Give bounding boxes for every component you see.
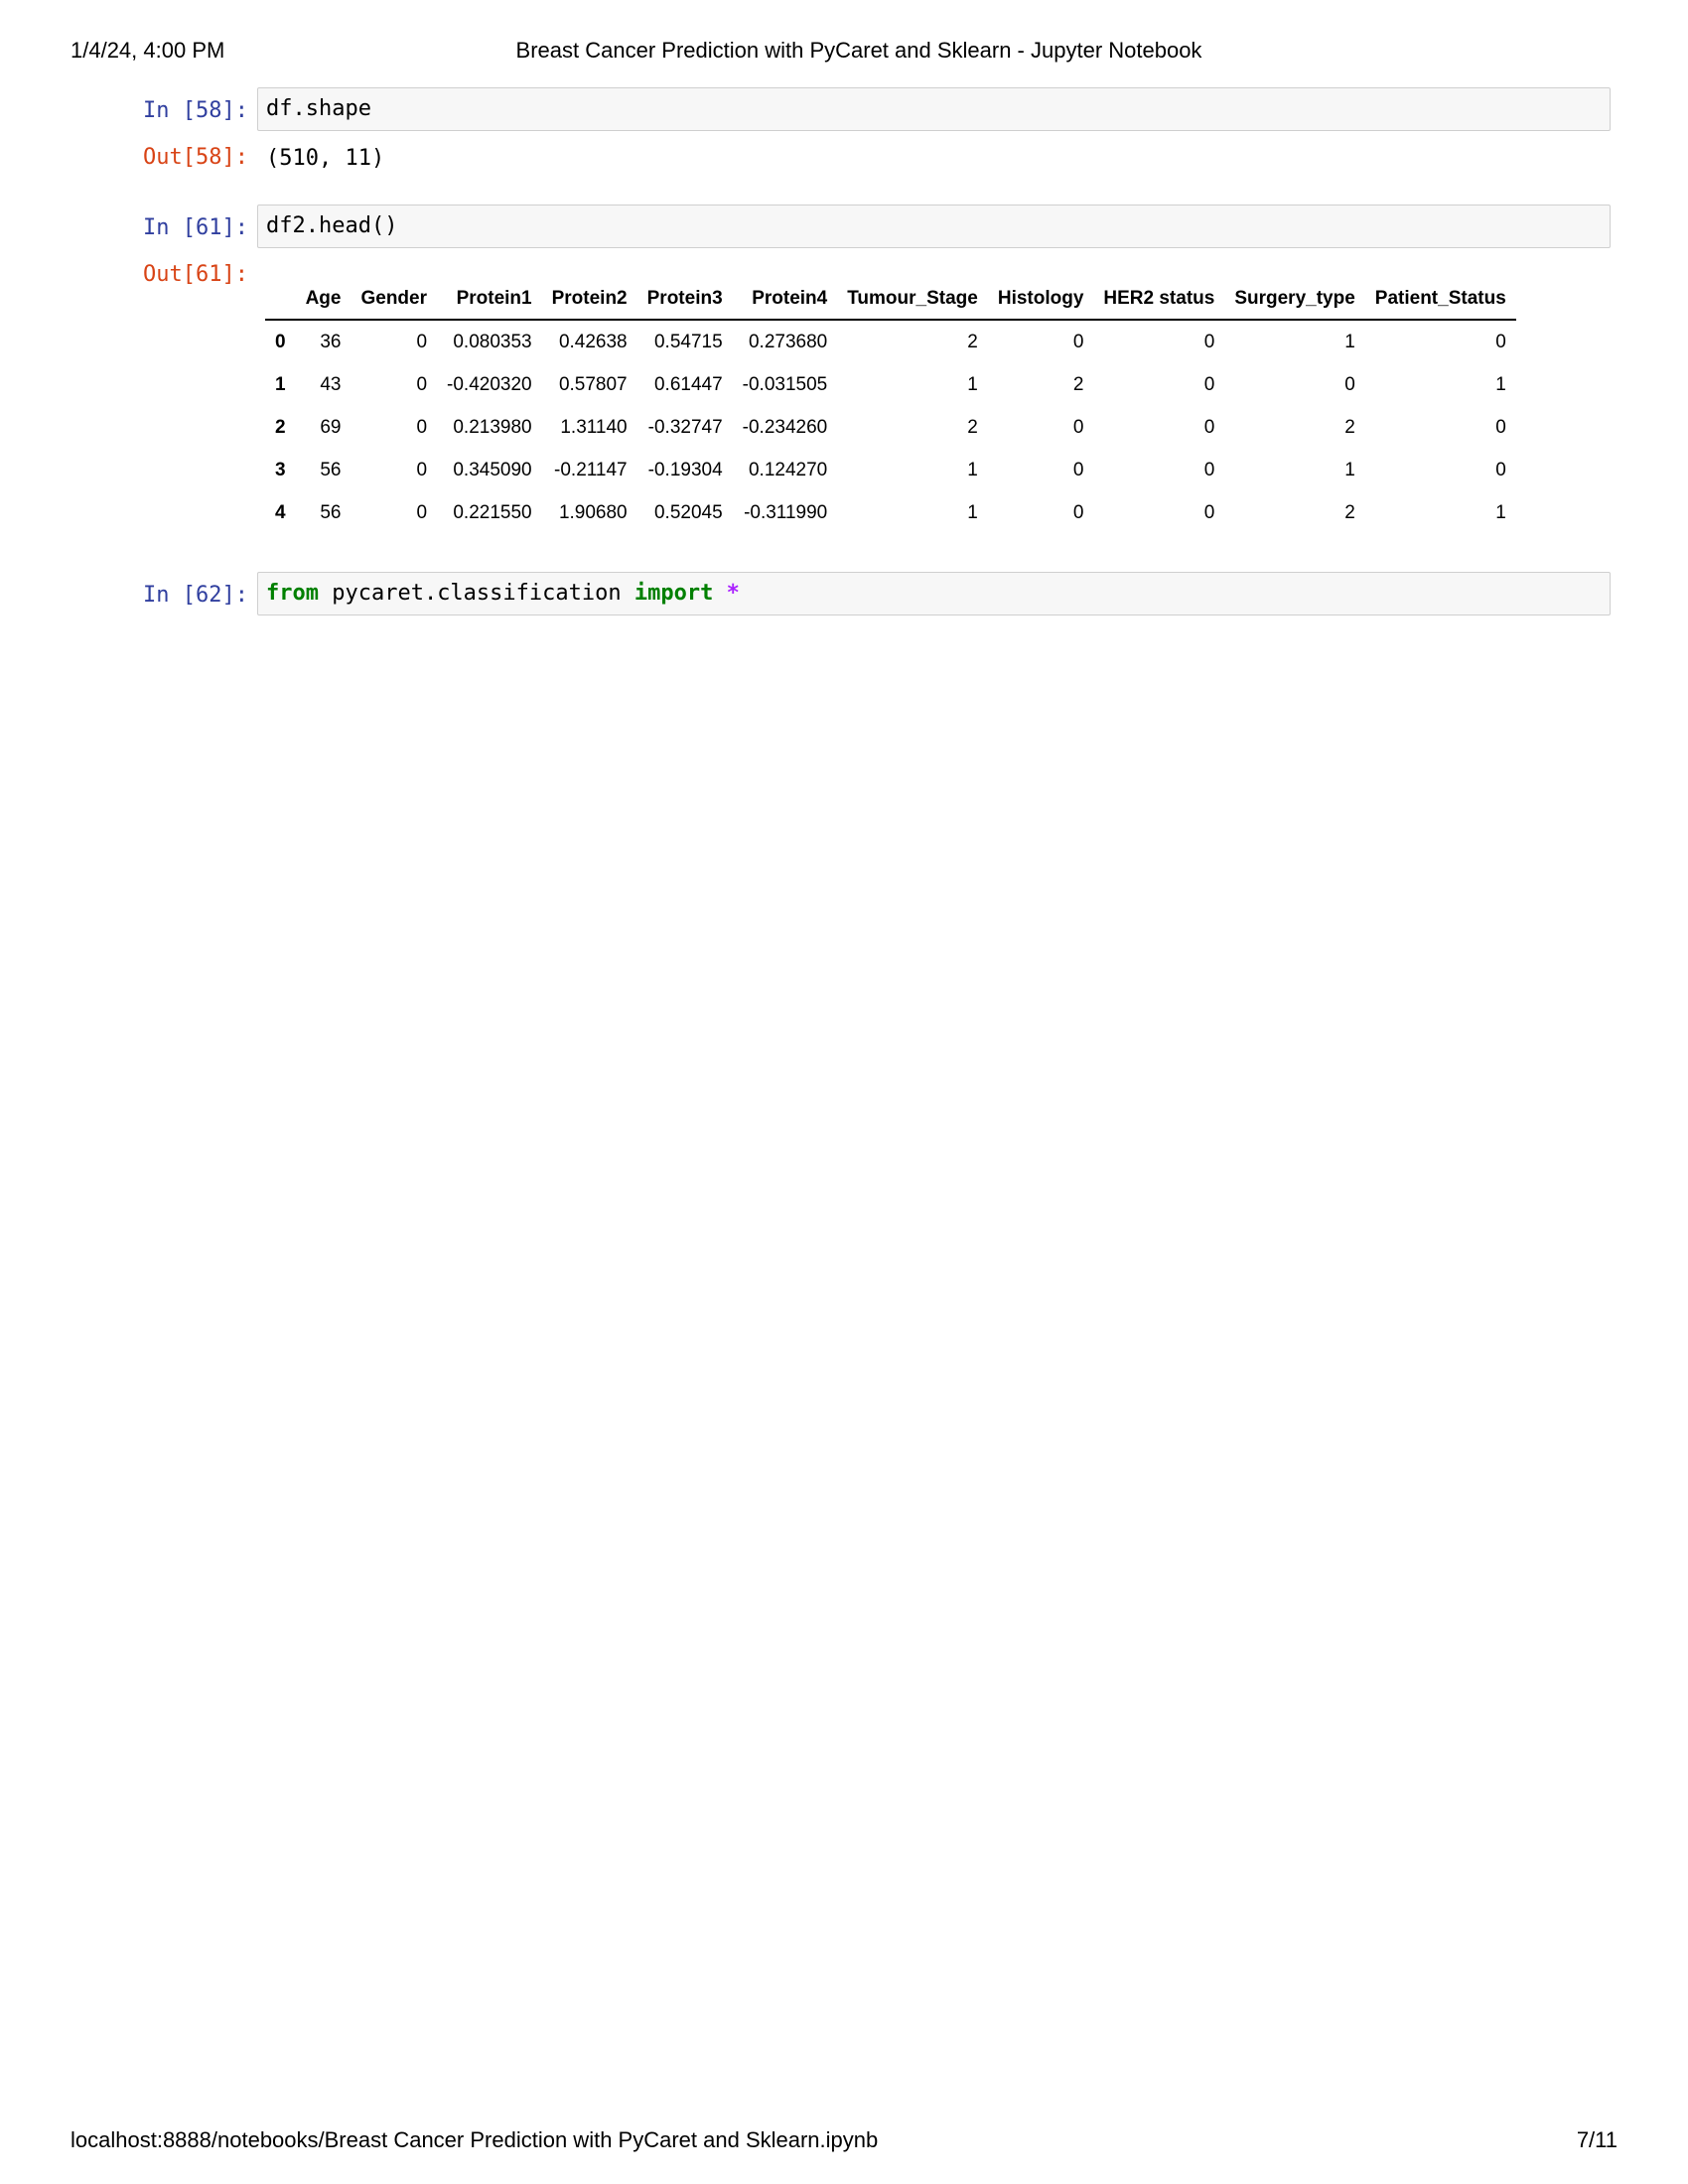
table-cell: 0 (1072, 331, 1084, 352)
column-header: Protein2 (542, 279, 637, 320)
index-header (265, 279, 296, 320)
input-prompt: In [62]: (143, 583, 248, 608)
column-header: Age (296, 279, 352, 320)
code-input[interactable] (257, 87, 1611, 131)
table-cell: 0 (1203, 331, 1215, 352)
table-cell: 0 (1072, 416, 1084, 438)
table-cell: 0 (1072, 459, 1084, 480)
table-cell: 1 (967, 373, 978, 395)
print-footer (70, 2127, 1618, 2157)
page-url: localhost:8888/notebooks/Breast Cancer Prediction with PyCaret and Sklearn.ipynb (70, 2127, 879, 2152)
table-cell: 0 (1495, 459, 1506, 480)
table-cell: 1 (967, 459, 978, 480)
keyword-import: import (633, 581, 714, 606)
table-cell: 0 (1072, 501, 1084, 523)
module-name: pycaret.classification (318, 581, 634, 606)
table-cell: -0.031505 (742, 373, 828, 395)
input-prompt: In [61]: (143, 215, 248, 240)
row-index: 4 (275, 501, 286, 523)
table-cell: -0.19304 (647, 459, 723, 480)
table-cell: 0 (1203, 501, 1215, 523)
table-cell: 0.42638 (558, 331, 628, 352)
notebook-cell-62 (99, 572, 1611, 617)
table-cell: 69 (320, 416, 342, 438)
table-row (265, 491, 1516, 534)
table-row (265, 449, 1516, 491)
column-header: Protein4 (733, 279, 838, 320)
code-input[interactable] (257, 205, 1611, 248)
table-cell: 0 (1495, 416, 1506, 438)
output-prompt: Out[58]: (143, 145, 248, 170)
print-header (70, 38, 1618, 68)
output-text: (510, 11) (266, 146, 385, 171)
table-header-row (265, 279, 1516, 320)
table-cell: 36 (320, 331, 342, 352)
table-cell: -0.21147 (554, 459, 628, 480)
table-cell: -0.311990 (744, 501, 828, 523)
table-cell: 0 (416, 331, 428, 352)
table-cell: 0 (416, 373, 428, 395)
table-cell: 2 (967, 416, 978, 438)
table-cell: 2 (1072, 373, 1084, 395)
code-text (266, 581, 740, 606)
table-cell: 0 (416, 459, 428, 480)
table-cell: 0.61447 (653, 373, 723, 395)
column-header: Surgery_type (1224, 279, 1364, 320)
column-header: Tumour_Stage (837, 279, 988, 320)
column-header: Protein3 (637, 279, 733, 320)
table-cell: 56 (320, 501, 342, 523)
table-cell: 1.90680 (558, 501, 628, 523)
notebook-cell-58 (99, 87, 1611, 177)
print-title: Breast Cancer Prediction with PyCaret and Sklearn - Jupyter Notebook (515, 38, 1202, 63)
table-cell: 0 (1203, 416, 1215, 438)
table-cell: 0 (1495, 331, 1506, 352)
table-row (265, 363, 1516, 406)
table-cell: 1 (1344, 331, 1355, 352)
table-cell: 0 (1203, 373, 1215, 395)
table-row (265, 406, 1516, 449)
table-cell: 43 (320, 373, 342, 395)
code-input[interactable] (257, 572, 1611, 615)
table-cell: 2 (1344, 416, 1355, 438)
table-cell: 0.54715 (653, 331, 723, 352)
table-cell: 2 (1344, 501, 1355, 523)
table-cell: -0.234260 (742, 416, 828, 438)
table-cell: 0 (1344, 373, 1355, 395)
column-header: HER2 status (1093, 279, 1224, 320)
table-cell: 0.345090 (453, 459, 532, 480)
table-cell: 0 (416, 416, 428, 438)
table-cell: 1 (1495, 373, 1506, 395)
table-cell: 1 (1344, 459, 1355, 480)
page-number: 7/11 (1576, 2127, 1618, 2152)
column-header: Protein1 (437, 279, 542, 320)
code-text: df.shape (266, 96, 371, 121)
print-date: 1/4/24, 4:00 PM (70, 38, 225, 63)
table-cell: 0 (416, 501, 428, 523)
keyword-from: from (266, 581, 319, 606)
column-header: Histology (988, 279, 1094, 320)
table-cell: -0.420320 (447, 373, 532, 395)
code-text: df2.head() (266, 213, 398, 238)
table-cell: 1.31140 (560, 416, 628, 438)
input-prompt: In [58]: (143, 98, 248, 123)
output-prompt: Out[61]: (143, 262, 248, 287)
table-cell: 56 (320, 459, 342, 480)
table-cell: 0.221550 (453, 501, 532, 523)
table-cell: 0.273680 (748, 331, 828, 352)
table-row (265, 320, 1516, 363)
row-index: 0 (275, 331, 286, 352)
table-cell: 0.52045 (653, 501, 723, 523)
row-index: 2 (275, 416, 286, 438)
table-body (265, 320, 1516, 534)
import-wildcard: * (713, 581, 740, 606)
notebook-cell-61 (99, 205, 1611, 287)
column-header: Patient_Status (1365, 279, 1516, 320)
table-cell: 2 (967, 331, 978, 352)
column-header: Gender (351, 279, 437, 320)
table-cell: 1 (1495, 501, 1506, 523)
row-index: 1 (275, 373, 286, 395)
table-cell: 0.213980 (453, 416, 532, 438)
dataframe-table (265, 279, 1516, 534)
table-cell: 0 (1203, 459, 1215, 480)
table-cell: -0.32747 (647, 416, 723, 438)
table-cell: 1 (967, 501, 978, 523)
table-cell: 0.080353 (453, 331, 532, 352)
table-cell: 0.57807 (558, 373, 628, 395)
row-index: 3 (275, 459, 286, 480)
table-cell: 0.124270 (748, 459, 828, 480)
